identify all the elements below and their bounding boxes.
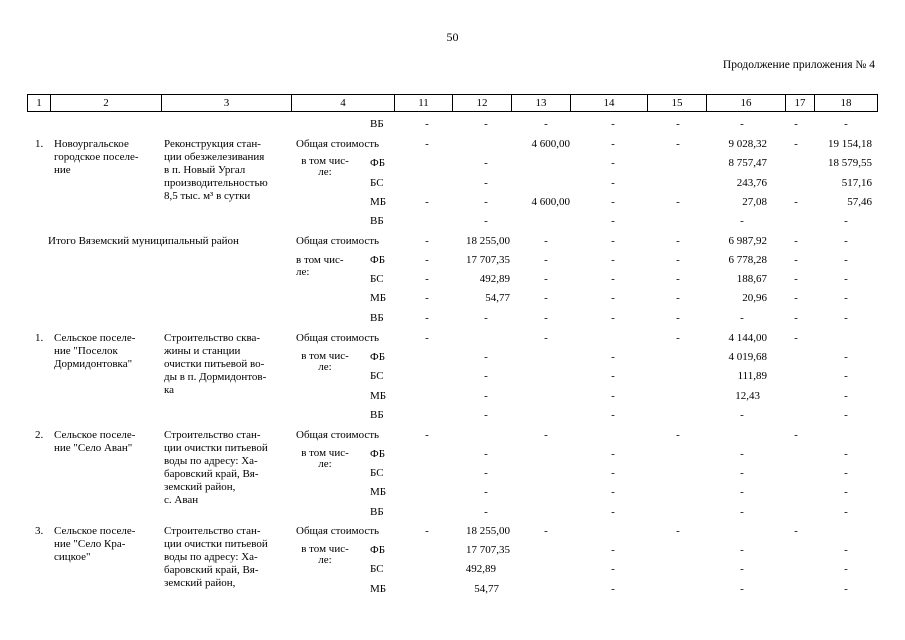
fund-label-bs: БС: [370, 467, 384, 479]
cell: -: [611, 486, 615, 498]
fund-label-incl: в том чис-: [301, 447, 349, 459]
header-col: 2: [50, 95, 161, 111]
cell: -: [740, 563, 744, 575]
cell: -: [794, 525, 798, 537]
cell: -: [611, 563, 615, 575]
project-description: воды по адресу: Ха-: [164, 551, 258, 563]
cell: 4 600,00: [531, 138, 570, 150]
project-description: Строительство стан-: [164, 429, 261, 441]
settlement-name: Сельское поселе-: [54, 332, 136, 344]
cell: -: [844, 390, 848, 402]
fund-label-mb: МБ: [370, 292, 387, 304]
header-col: 11: [394, 95, 452, 111]
cell: -: [611, 351, 615, 363]
project-description: ции очистки питьевой: [164, 538, 268, 550]
cell: -: [544, 525, 548, 537]
cell: -: [844, 235, 848, 247]
cell: -: [794, 292, 798, 304]
fund-label-mb: МБ: [370, 583, 387, 595]
project-description: Реконструкция стан-: [164, 138, 261, 150]
cell: -: [844, 118, 848, 130]
cell: -: [611, 448, 615, 460]
cell: 18 255,00: [466, 235, 510, 247]
project-description: в п. Новый Ургал: [164, 164, 246, 176]
cell: 17 707,35: [466, 544, 510, 556]
cell: -: [844, 409, 848, 421]
cell: 243,76: [736, 177, 767, 189]
cell: 8 757,47: [728, 157, 767, 169]
fund-label-vb: ВБ: [370, 118, 384, 130]
fund-label-fb: ФБ: [370, 544, 386, 556]
cell: 19 154,18: [828, 138, 872, 150]
cell: -: [484, 467, 488, 479]
cell: 4 600,00: [531, 196, 570, 208]
cell: -: [425, 138, 429, 150]
project-description: баровский край, Вя-: [164, 564, 259, 576]
cell: -: [544, 273, 548, 285]
cell: -: [425, 332, 429, 344]
cell: -: [676, 254, 680, 266]
fund-label-incl: ле:: [296, 266, 310, 278]
cell: -: [794, 429, 798, 441]
cell: -: [425, 235, 429, 247]
settlement-name: Сельское поселе-: [54, 525, 136, 537]
header-col: 4: [291, 95, 394, 111]
cell: -: [676, 429, 680, 441]
cell: -: [611, 215, 615, 227]
row-number: 1.: [35, 138, 44, 150]
cell: -: [844, 292, 848, 304]
cell: 111,89: [737, 370, 767, 382]
cell: -: [676, 196, 680, 208]
cell: -: [611, 196, 615, 208]
cell: -: [544, 292, 548, 304]
cell: -: [544, 235, 548, 247]
cell: -: [676, 273, 680, 285]
page-number: 50: [446, 30, 459, 44]
cell: -: [611, 273, 615, 285]
cell: -: [844, 312, 848, 324]
cell: 18 579,55: [828, 157, 872, 169]
cell: 6 987,92: [728, 235, 767, 247]
cell: -: [844, 486, 848, 498]
header-col: 15: [647, 95, 706, 111]
fund-label-bs: БС: [370, 563, 384, 575]
fund-label-general: Общая стоимость: [296, 235, 380, 247]
fund-label-bs: БС: [370, 177, 384, 189]
row-number: 1.: [35, 332, 44, 344]
cell: -: [794, 273, 798, 285]
cell: -: [611, 370, 615, 382]
cell: -: [484, 351, 488, 363]
fund-label-general: Общая стоимость: [296, 429, 380, 441]
cell: -: [844, 273, 848, 285]
cell: -: [484, 312, 488, 324]
fund-label-incl: ле:: [318, 166, 332, 178]
cell: -: [611, 157, 615, 169]
cell: -: [425, 292, 429, 304]
cell: -: [544, 429, 548, 441]
settlement-name: городское поселе-: [54, 151, 139, 163]
settlement-name: Новоургальское: [54, 138, 129, 150]
cell: 27,08: [742, 196, 767, 208]
fund-label-vb: ВБ: [370, 312, 384, 324]
row-number: 3.: [35, 525, 44, 537]
cell: -: [425, 118, 429, 130]
settlement-name: Сельское поселе-: [54, 429, 136, 441]
fund-label-fb: ФБ: [370, 157, 386, 169]
cell: -: [794, 118, 798, 130]
cell: 188,67: [736, 273, 767, 285]
cell: -: [425, 525, 429, 537]
cell: -: [544, 332, 548, 344]
project-description: ции обезжелезивания: [164, 151, 265, 163]
cell: -: [844, 448, 848, 460]
cell: -: [740, 448, 744, 460]
cell: -: [484, 506, 488, 518]
header-col: 14: [570, 95, 647, 111]
cell: -: [794, 196, 798, 208]
fund-label-incl: в том чис-: [301, 543, 349, 555]
cell: -: [425, 196, 429, 208]
fund-label-bs: БС: [370, 370, 384, 382]
cell: 18 255,00: [466, 525, 510, 537]
cell: -: [740, 118, 744, 130]
cell: -: [484, 448, 488, 460]
fund-label-general: Общая стоимость: [296, 138, 380, 150]
cell: -: [611, 506, 615, 518]
cell: 54,77: [485, 292, 510, 304]
cell: -: [611, 544, 615, 556]
fund-label-general: Общая стоимость: [296, 525, 380, 537]
cell: 517,16: [841, 177, 872, 189]
cell: 4 019,68: [728, 351, 767, 363]
total-title: Итого Вяземский муниципальный район: [48, 235, 239, 247]
row-number: 2.: [35, 429, 44, 441]
project-description: земский район,: [164, 577, 236, 589]
cell: -: [740, 215, 744, 227]
project-description: Строительство сква-: [164, 332, 261, 344]
cell: 492,89: [479, 273, 510, 285]
fund-label-incl: в том чис-: [301, 350, 349, 362]
fund-label-vb: ВБ: [370, 215, 384, 227]
cell: -: [794, 138, 798, 150]
cell: -: [794, 312, 798, 324]
cell: -: [484, 118, 488, 130]
project-description: жины и станции: [164, 345, 241, 357]
fund-label-mb: МБ: [370, 486, 387, 498]
project-description: производительностью: [164, 177, 268, 189]
cell: -: [844, 351, 848, 363]
cell: -: [740, 467, 744, 479]
cell: -: [611, 138, 615, 150]
header-col: 17: [785, 95, 814, 111]
fund-label-incl: ле:: [318, 458, 332, 470]
header-col: 16: [706, 95, 785, 111]
cell: -: [611, 118, 615, 130]
project-description: баровский край, Вя-: [164, 468, 259, 480]
cell: -: [484, 215, 488, 227]
header-col: 18: [814, 95, 877, 111]
cell: -: [740, 544, 744, 556]
fund-label-general: Общая стоимость: [296, 332, 380, 344]
cell: 492,89: [465, 563, 496, 575]
cell: -: [794, 332, 798, 344]
cell: -: [676, 525, 680, 537]
cell: 57,46: [847, 196, 872, 208]
cell: -: [611, 292, 615, 304]
cell: -: [425, 273, 429, 285]
cell: -: [740, 583, 744, 595]
settlement-name: ние "Село Аван": [54, 442, 133, 454]
cell: 54,77: [474, 583, 499, 595]
header-col: 1: [36, 97, 42, 109]
cell: -: [844, 467, 848, 479]
cell: -: [676, 235, 680, 247]
fund-label-vb: ВБ: [370, 409, 384, 421]
cell: -: [740, 312, 744, 324]
cell: 17 707,35: [466, 254, 510, 266]
cell: -: [844, 506, 848, 518]
project-description: Строительство стан-: [164, 525, 261, 537]
cell: -: [676, 138, 680, 150]
cell: -: [611, 177, 615, 189]
project-description: ды в п. Дормидонтов-: [164, 371, 267, 383]
cell: -: [844, 563, 848, 575]
cell: -: [794, 254, 798, 266]
cell: -: [740, 486, 744, 498]
cell: -: [611, 583, 615, 595]
header-col: 3: [161, 95, 291, 111]
fund-label-incl: ле:: [318, 361, 332, 373]
settlement-name: ние: [54, 164, 71, 176]
cell: -: [544, 118, 548, 130]
fund-label-incl: в том чис-: [296, 254, 344, 266]
cell: -: [844, 215, 848, 227]
header-col: 13: [511, 95, 570, 111]
cell: -: [484, 370, 488, 382]
project-description: воды по адресу: Ха-: [164, 455, 258, 467]
cell: -: [844, 583, 848, 595]
cell: -: [484, 486, 488, 498]
project-description: ка: [164, 384, 175, 396]
cell: -: [425, 429, 429, 441]
cell: 6 778,28: [728, 254, 767, 266]
fund-label-mb: МБ: [370, 196, 387, 208]
cell: 9 028,32: [728, 138, 767, 150]
fund-label-incl: ле:: [318, 554, 332, 566]
project-description: 8,5 тыс. м³ в сутки: [164, 190, 251, 202]
project-description: очистки питьевой во-: [164, 358, 265, 370]
settlement-name: ние "Поселок: [54, 345, 118, 357]
cell: 4 144,00: [728, 332, 767, 344]
cell: -: [611, 312, 615, 324]
cell: -: [611, 467, 615, 479]
fund-label-bs: БС: [370, 273, 384, 285]
cell: -: [794, 235, 798, 247]
cell: -: [844, 370, 848, 382]
cell: -: [425, 312, 429, 324]
cell: -: [484, 409, 488, 421]
cell: -: [484, 390, 488, 402]
cell: -: [844, 544, 848, 556]
cell: -: [844, 254, 848, 266]
cell: -: [544, 312, 548, 324]
cell: -: [611, 235, 615, 247]
fund-label-fb: ФБ: [370, 448, 386, 460]
settlement-name: Дормидонтовка": [54, 358, 133, 370]
cell: -: [676, 118, 680, 130]
cell: 20,96: [742, 292, 767, 304]
project-description: земский район,: [164, 481, 236, 493]
cell: -: [676, 292, 680, 304]
project-description: с. Аван: [164, 494, 199, 506]
cell: -: [611, 390, 615, 402]
table-header: [27, 94, 878, 112]
settlement-name: ние "Село Кра-: [54, 538, 126, 550]
cell: -: [740, 506, 744, 518]
cell: -: [740, 409, 744, 421]
cell: 12,43: [735, 390, 760, 402]
cell: -: [611, 254, 615, 266]
fund-label-fb: ФБ: [370, 351, 386, 363]
project-description: ции очистки питьевой: [164, 442, 268, 454]
settlement-name: сицкое": [54, 551, 91, 563]
appendix-caption: Продолжение приложения № 4: [722, 59, 875, 71]
fund-label-vb: ВБ: [370, 506, 384, 518]
fund-label-mb: МБ: [370, 390, 387, 402]
fund-label-fb: ФБ: [370, 254, 386, 266]
cell: -: [676, 312, 680, 324]
cell: -: [544, 254, 548, 266]
fund-label-incl: в том чис-: [301, 155, 349, 167]
cell: -: [484, 157, 488, 169]
cell: -: [676, 332, 680, 344]
header-col: 12: [452, 95, 511, 111]
cell: -: [425, 254, 429, 266]
cell: -: [611, 409, 615, 421]
cell: -: [484, 196, 488, 208]
cell: -: [484, 177, 488, 189]
